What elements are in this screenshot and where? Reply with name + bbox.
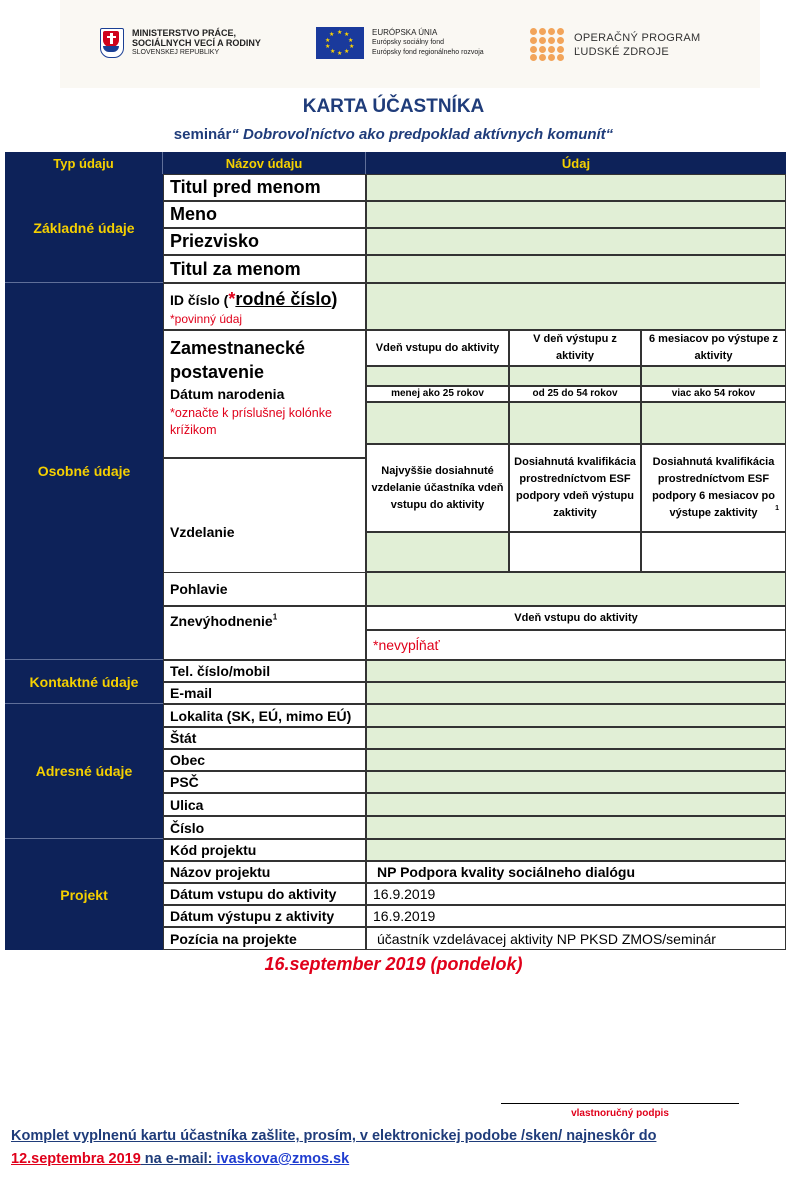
label-id-cell [163,283,366,330]
label-gender-cell [163,572,366,606]
eu-line3: Európsky fond regionálneho rozvoja [372,49,484,56]
birth-label: Dátum narodenia [170,386,285,402]
disadvantage-footnote-mark: 1 [272,612,278,622]
label-street: Ulica [163,793,366,816]
label-state: Štát [163,727,366,749]
eu-line2: Európsky sociálny fond [372,39,444,46]
employment-label-2: postavenie [170,362,265,382]
label-phone: Tel. číslo/mobil [163,660,366,682]
label-town: Obec [163,749,366,771]
value-entry-date: 16.9.2019 [366,883,786,905]
label-name: Meno [163,201,366,228]
gender-label: Pohlavie [170,581,228,597]
input-title-before[interactable] [366,174,786,201]
edu-footnote-mark: 1 [775,505,779,512]
disadvantage-col-entry: Vdeň vstupu do aktivity [366,606,786,630]
op-logo [530,28,700,62]
label-project-code: Kód projektu [163,839,366,861]
emp-col-6months: 6 mesiacov po výstupe z aktivity [641,330,786,366]
subtitle-seminar-name: “ Dobrovoľníctvo ako predpoklad aktívnych komunít“ [231,126,614,143]
label-disadvantage-cell [163,606,366,660]
value-exit-date: 16.9.2019 [366,905,786,927]
edu-col-qualification-6m: Dosiahnutá kvalifikácia prostredníctvom ESF podpory 6 mesiacov po výstupe zaktivity [652,456,775,519]
slovak-coat-of-arms-icon [100,28,124,58]
input-id-number[interactable] [366,283,786,330]
label-number: Číslo [163,816,366,839]
input-locality[interactable] [366,704,786,727]
footer-instruction: Komplet vyplnenú kartu účastníka zašlite, prosím, v elektronickej podobe /sken/ najneskôr do [11,1128,657,1144]
op-dots-icon [530,28,564,62]
label-locality: Lokalita (SK, EÚ, mimo EÚ) [163,704,366,727]
edu-col-qualification-6m-cell [641,444,786,532]
label-title-before: Titul pred menom [163,174,366,201]
id-main: rodné číslo [235,289,332,309]
emp-col-entry: Vdeň vstupu do aktivity [366,330,509,366]
participant-table [5,152,786,950]
input-emp-exit[interactable] [509,366,641,386]
input-state[interactable] [366,727,786,749]
group-contact: Kontaktné údaje [5,660,163,704]
id-prefix: ID číslo ( [170,292,229,308]
age-col-over54: viac ako 54 rokov [641,386,786,402]
input-age-25-54[interactable] [509,402,641,444]
footer-email-link[interactable]: ivaskova@zmos.sk [216,1151,350,1167]
header-type: Typ údaju [5,152,163,174]
ministry-logo [100,28,261,58]
input-name[interactable] [366,201,786,228]
page-title: KARTA ÚČASTNÍKA [302,96,485,117]
id-suffix: ) [331,289,338,309]
age-col-under25: menej ako 25 rokov [366,386,509,402]
value-position: účastník vzdelávacej aktivity NP PKSD ZMOS/seminár [366,927,786,950]
input-street[interactable] [366,793,786,816]
ministry-line2: SOCIÁLNYCH VECÍ A RODINY [132,38,261,48]
label-project-name: Názov projektu [163,861,366,883]
header-banner [60,0,760,88]
group-basic: Základné údaje [5,174,163,283]
input-phone[interactable] [366,660,786,682]
eu-flag-icon: ★ ★ ★ ★ ★ ★ ★ ★ ★ ★ [316,27,364,59]
signature-line [501,1103,739,1104]
input-project-code[interactable] [366,839,786,861]
page-subtitle [0,126,787,143]
value-project-name: NP Podpora kvality sociálneho dialógu [366,861,786,883]
label-position: Pozícia na projekte [163,927,366,950]
disadvantage-label: Znevýhodnenie [170,613,273,629]
label-surname: Priezvisko [163,228,366,255]
mandatory-note: *povinný údaj [170,312,243,326]
footer-email-label: na e-mail: [140,1151,217,1167]
op-line2: ĽUDSKÉ ZDROJE [574,46,669,58]
input-edu-qualification-exit[interactable] [509,532,641,572]
group-personal: Osobné údaje [5,283,163,660]
input-title-after[interactable] [366,255,786,283]
input-gender[interactable] [366,572,786,606]
footer-deadline-line [11,1151,349,1167]
eu-logo [316,27,484,59]
age-col-25-54: od 25 do 54 rokov [509,386,641,402]
group-address: Adresné údaje [5,704,163,839]
input-edu-qualification-6m[interactable] [641,532,786,572]
label-title-after: Titul za menom [163,255,366,283]
ministry-line1: MINISTERSTVO PRÁCE, [132,28,237,38]
label-email: E-mail [163,682,366,704]
subtitle-prefix: seminár [173,126,232,143]
header-name: Názov údaju [163,152,366,174]
edu-col-highest: Najvyššie dosiahnuté vzdelanie účastníka vdeň vstupu do aktivity [366,444,509,532]
input-emp-6months[interactable] [641,366,786,386]
input-edu-highest[interactable] [366,532,509,572]
label-employment-birth [163,330,366,458]
edu-col-qualification-exit: Dosiahnutá kvalifikácia prostredníctvom ESF podpory vdeň výstupu zaktivity [509,444,641,532]
op-line1: OPERAČNÝ PROGRAM [574,32,701,44]
input-surname[interactable] [366,228,786,255]
input-number[interactable] [366,816,786,839]
group-project: Projekt [5,839,163,950]
event-date: 16.september 2019 (pondelok) [264,954,523,974]
input-emp-entry[interactable] [366,366,509,386]
input-psc[interactable] [366,771,786,793]
header-value: Údaj [366,152,786,174]
signature-label: vlastnoručný podpis [571,1108,669,1119]
emp-col-exit: V deň výstupu z aktivity [509,330,641,366]
label-entry-date: Dátum vstupu do aktivity [163,883,366,905]
input-email[interactable] [366,682,786,704]
education-label: Vzdelanie [170,524,235,540]
ministry-line3: SLOVENSKEJ REPUBLIKY [132,49,220,56]
footer-deadline: 12.septembra 2019 [11,1151,141,1167]
disadvantage-note: *nevypĺňať [373,637,440,653]
label-exit-date: Dátum výstupu z aktivity [163,905,366,927]
input-age-under25[interactable] [366,402,509,444]
birth-note: *označte k príslušnej kolónke krížikom [170,406,332,437]
input-age-over54[interactable] [641,402,786,444]
employment-label-1: Zamestnanecké [170,338,306,358]
input-town[interactable] [366,749,786,771]
disadvantage-note-cell [366,630,786,660]
label-psc: PSČ [163,771,366,793]
id-star: * [228,289,236,309]
eu-line1: EURÓPSKA ÚNIA [372,28,438,37]
